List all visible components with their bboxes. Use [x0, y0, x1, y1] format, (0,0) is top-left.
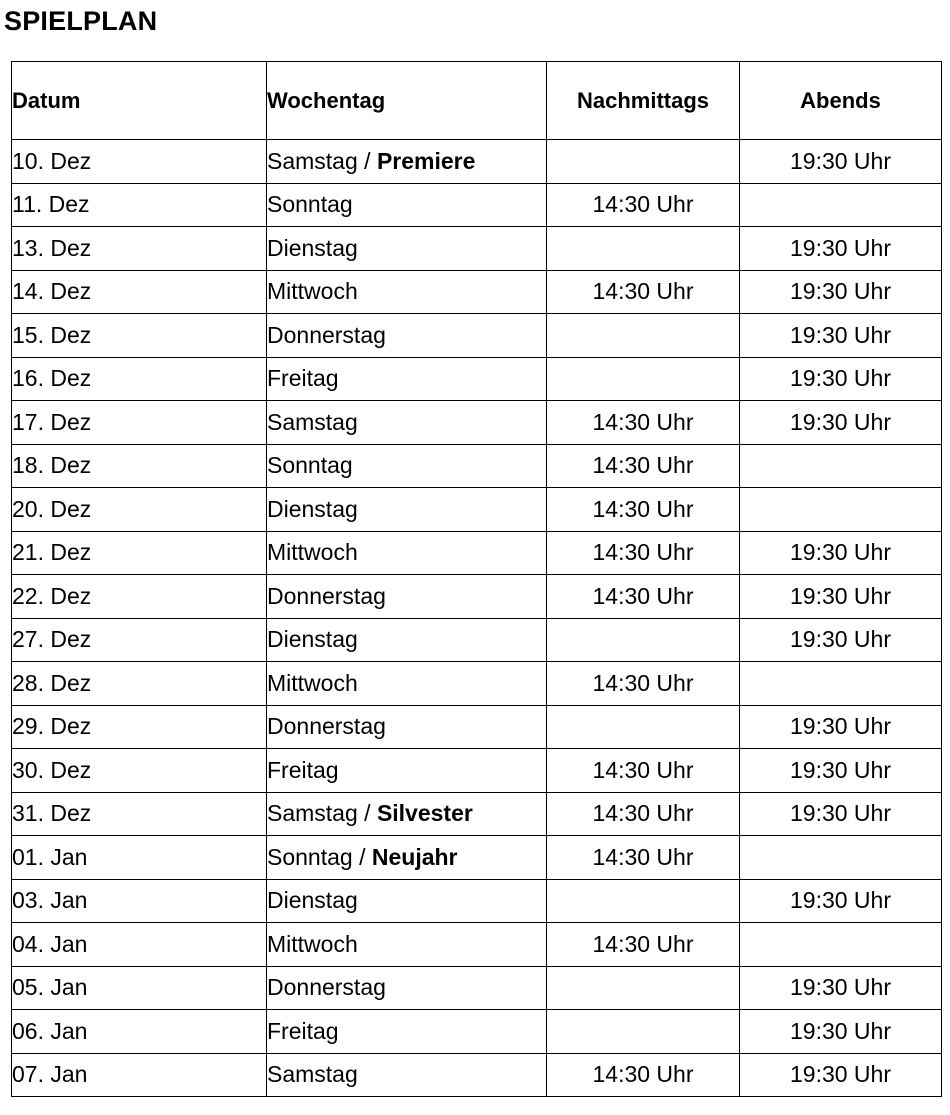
- cell-nachmittags: [547, 879, 740, 923]
- cell-nachmittags: 14:30 Uhr: [547, 836, 740, 880]
- cell-datum: 20. Dez: [12, 488, 267, 532]
- page-title: SPIELPLAN: [4, 6, 158, 36]
- table-row: [12, 357, 942, 401]
- table-header: [12, 62, 942, 140]
- cell-wochentag: [267, 618, 547, 662]
- table-row: [12, 705, 942, 749]
- cell-datum: 07. Jan: [12, 1053, 267, 1097]
- cell-nachmittags: 14:30 Uhr: [547, 662, 740, 706]
- cell-wochentag: [267, 488, 547, 532]
- table-row: [12, 575, 942, 619]
- cell-wochentag: [267, 444, 547, 488]
- cell-abends: [740, 923, 942, 967]
- cell-datum: 06. Jan: [12, 1010, 267, 1054]
- cell-nachmittags: 14:30 Uhr: [547, 792, 740, 836]
- cell-datum: 01. Jan: [12, 836, 267, 880]
- weekday-label: Mittwoch: [267, 539, 358, 566]
- weekday-label: Sonntag: [267, 843, 353, 870]
- table-row: [12, 227, 942, 271]
- cell-wochentag: [267, 705, 547, 749]
- weekday-separator: /: [352, 843, 372, 870]
- cell-datum: 17. Dez: [12, 401, 267, 445]
- table-row: [12, 923, 942, 967]
- cell-abends: 19:30 Uhr: [740, 749, 942, 793]
- cell-abends: 19:30 Uhr: [740, 966, 942, 1010]
- cell-datum: 14. Dez: [12, 270, 267, 314]
- cell-datum: 27. Dez: [12, 618, 267, 662]
- weekday-label: Samstag: [267, 408, 358, 435]
- table-row: [12, 749, 942, 793]
- weekday-separator: /: [357, 800, 377, 827]
- cell-datum: 03. Jan: [12, 879, 267, 923]
- cell-nachmittags: [547, 705, 740, 749]
- weekday-label: Freitag: [267, 756, 339, 783]
- cell-nachmittags: [547, 140, 740, 184]
- cell-datum: 05. Jan: [12, 966, 267, 1010]
- cell-abends: 19:30 Uhr: [740, 1053, 942, 1097]
- cell-wochentag: [267, 966, 547, 1010]
- cell-nachmittags: [547, 1010, 740, 1054]
- cell-nachmittags: 14:30 Uhr: [547, 270, 740, 314]
- cell-datum: 28. Dez: [12, 662, 267, 706]
- weekday-label: Samstag: [267, 800, 358, 827]
- cell-abends: 19:30 Uhr: [740, 140, 942, 184]
- cell-datum: 29. Dez: [12, 705, 267, 749]
- cell-wochentag: [267, 314, 547, 358]
- cell-datum: 22. Dez: [12, 575, 267, 619]
- cell-nachmittags: 14:30 Uhr: [547, 575, 740, 619]
- table-row: [12, 879, 942, 923]
- cell-abends: 19:30 Uhr: [740, 531, 942, 575]
- cell-nachmittags: 14:30 Uhr: [547, 923, 740, 967]
- weekday-label: Dienstag: [267, 495, 358, 522]
- cell-abends: 19:30 Uhr: [740, 792, 942, 836]
- column-header-datum: Datum: [12, 62, 267, 140]
- schedule-table: [11, 61, 942, 1097]
- cell-datum: 04. Jan: [12, 923, 267, 967]
- weekday-label: Mittwoch: [267, 930, 358, 957]
- cell-nachmittags: 14:30 Uhr: [547, 749, 740, 793]
- cell-datum: 31. Dez: [12, 792, 267, 836]
- column-header-nachmittags: Nachmittags: [547, 62, 740, 140]
- cell-nachmittags: [547, 227, 740, 271]
- cell-abends: 19:30 Uhr: [740, 1010, 942, 1054]
- cell-wochentag: [267, 140, 547, 184]
- cell-abends: 19:30 Uhr: [740, 618, 942, 662]
- cell-nachmittags: 14:30 Uhr: [547, 183, 740, 227]
- weekday-label: Donnerstag: [267, 582, 386, 609]
- cell-wochentag: [267, 662, 547, 706]
- cell-abends: 19:30 Uhr: [740, 575, 942, 619]
- table-body: [12, 140, 942, 1097]
- table-row: [12, 1010, 942, 1054]
- cell-abends: [740, 444, 942, 488]
- cell-abends: 19:30 Uhr: [740, 705, 942, 749]
- table-row: [12, 270, 942, 314]
- cell-datum: 18. Dez: [12, 444, 267, 488]
- cell-nachmittags: [547, 314, 740, 358]
- cell-datum: 10. Dez: [12, 140, 267, 184]
- cell-abends: 19:30 Uhr: [740, 227, 942, 271]
- cell-abends: [740, 488, 942, 532]
- event-note: Silvester: [376, 800, 473, 827]
- cell-datum: 15. Dez: [12, 314, 267, 358]
- cell-datum: 11. Dez: [12, 183, 267, 227]
- header-row: [12, 62, 942, 140]
- weekday-label: Samstag: [267, 147, 358, 174]
- cell-wochentag: [267, 1053, 547, 1097]
- column-header-abends: Abends: [740, 62, 942, 140]
- weekday-label: Sonntag: [267, 452, 353, 479]
- cell-abends: 19:30 Uhr: [740, 314, 942, 358]
- cell-nachmittags: 14:30 Uhr: [547, 1053, 740, 1097]
- cell-nachmittags: [547, 618, 740, 662]
- cell-wochentag: [267, 1010, 547, 1054]
- weekday-label: Mittwoch: [267, 278, 358, 305]
- cell-nachmittags: 14:30 Uhr: [547, 531, 740, 575]
- column-header-wochentag: Wochentag: [267, 62, 547, 140]
- cell-wochentag: [267, 879, 547, 923]
- cell-abends: [740, 183, 942, 227]
- cell-nachmittags: 14:30 Uhr: [547, 488, 740, 532]
- weekday-label: Dienstag: [267, 626, 358, 653]
- weekday-label: Sonntag: [267, 191, 353, 218]
- weekday-label: Dienstag: [267, 887, 358, 914]
- table-row: [12, 836, 942, 880]
- weekday-label: Donnerstag: [267, 321, 386, 348]
- cell-wochentag: [267, 183, 547, 227]
- table-row: [12, 444, 942, 488]
- cell-abends: [740, 662, 942, 706]
- weekday-label: Freitag: [267, 1017, 339, 1044]
- table-row: [12, 140, 942, 184]
- cell-abends: 19:30 Uhr: [740, 270, 942, 314]
- table-row: [12, 531, 942, 575]
- event-note: Premiere: [376, 147, 476, 174]
- cell-wochentag: [267, 792, 547, 836]
- event-note: Neujahr: [371, 843, 458, 870]
- cell-wochentag: [267, 749, 547, 793]
- cell-nachmittags: [547, 966, 740, 1010]
- cell-nachmittags: 14:30 Uhr: [547, 444, 740, 488]
- cell-datum: 13. Dez: [12, 227, 267, 271]
- weekday-label: Dienstag: [267, 234, 358, 261]
- weekday-separator: /: [357, 147, 377, 174]
- cell-datum: 16. Dez: [12, 357, 267, 401]
- weekday-label: Freitag: [267, 365, 339, 392]
- table-row: [12, 618, 942, 662]
- table-row: [12, 401, 942, 445]
- cell-wochentag: [267, 575, 547, 619]
- cell-wochentag: [267, 401, 547, 445]
- table-row: [12, 183, 942, 227]
- cell-wochentag: [267, 270, 547, 314]
- weekday-label: Donnerstag: [267, 974, 386, 1001]
- table-row: [12, 488, 942, 532]
- cell-wochentag: [267, 227, 547, 271]
- table-row: [12, 314, 942, 358]
- cell-datum: 30. Dez: [12, 749, 267, 793]
- weekday-label: Mittwoch: [267, 669, 358, 696]
- table-row: [12, 662, 942, 706]
- cell-wochentag: [267, 923, 547, 967]
- cell-abends: 19:30 Uhr: [740, 879, 942, 923]
- weekday-label: Samstag: [267, 1061, 358, 1088]
- table-row: [12, 792, 942, 836]
- cell-datum: 21. Dez: [12, 531, 267, 575]
- cell-nachmittags: [547, 357, 740, 401]
- table-row: [12, 966, 942, 1010]
- cell-abends: 19:30 Uhr: [740, 401, 942, 445]
- cell-wochentag: [267, 531, 547, 575]
- cell-abends: 19:30 Uhr: [740, 357, 942, 401]
- cell-abends: [740, 836, 942, 880]
- cell-nachmittags: 14:30 Uhr: [547, 401, 740, 445]
- cell-wochentag: [267, 357, 547, 401]
- weekday-label: Donnerstag: [267, 713, 386, 740]
- table-row: [12, 1053, 942, 1097]
- cell-wochentag: [267, 836, 547, 880]
